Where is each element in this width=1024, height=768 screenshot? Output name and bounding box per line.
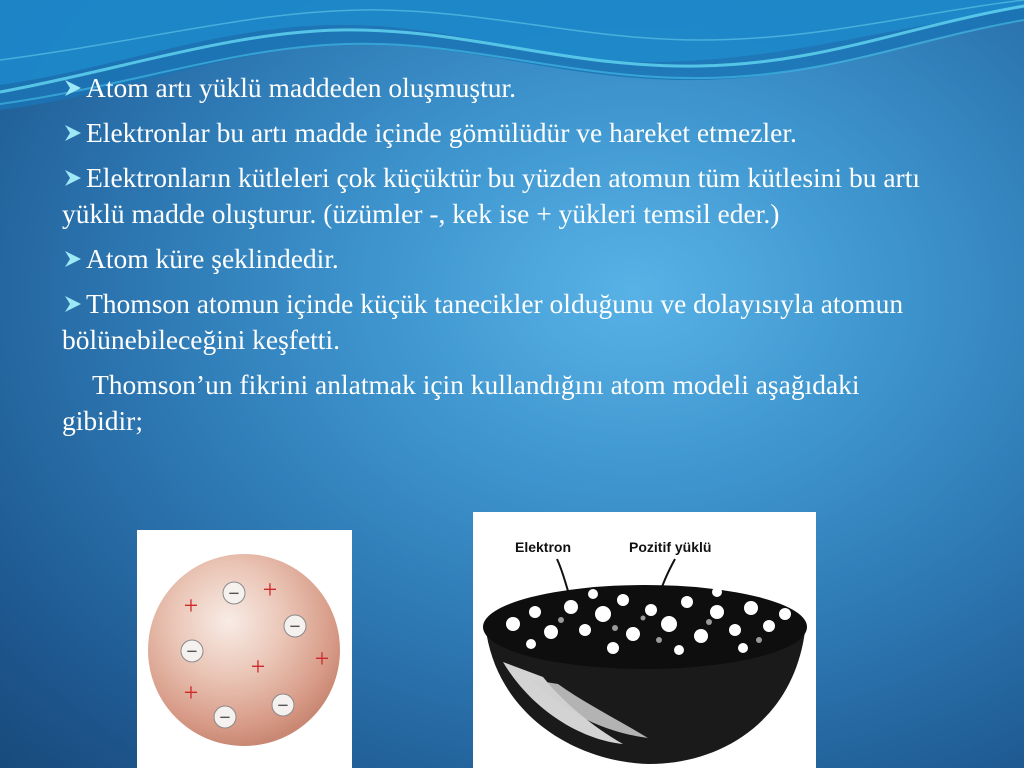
bullet-text: Elektronların kütleleri çok küçüktür bu yüzden atomun tüm kütlesini bu artı yüklü madde oluşturur. (üzümler -, kek ise + yükleri temsil eder.) (62, 162, 920, 229)
plus-sign: + (183, 678, 199, 707)
text-content (62, 70, 942, 439)
bullet-text: Elektronlar bu artı madde içinde gömülüdür ve hareket etmezler. (86, 117, 797, 148)
bullet-item (62, 160, 942, 232)
plus-sign: + (314, 644, 330, 673)
arrow-bullet-icon (62, 248, 84, 270)
bullet-item (62, 115, 942, 151)
bullet-text: Atom küre şeklindedir. (86, 243, 339, 274)
bullet-item (62, 286, 942, 358)
electron-pointer-line (557, 559, 569, 594)
plus-sign: + (250, 652, 266, 681)
hemisphere-drawing (473, 512, 816, 768)
arrow-bullet-icon (62, 167, 84, 189)
minus-sign: − (289, 616, 301, 638)
bullet-text: Thomson atomun içinde küçük tanecikler olduğunu ve dolayısıyla atomun bölünebileceğini keşfetti. (62, 288, 904, 355)
hemisphere-model-image (473, 512, 816, 768)
minus-sign: − (219, 707, 231, 729)
closing-paragraph: Thomson’un fikrini anlatmak için kullandığını atom modeli aşağıdaki gibidir; (62, 369, 860, 436)
arrow-bullet-icon (62, 293, 84, 315)
minus-sign: − (228, 583, 240, 605)
minus-sign: − (186, 641, 198, 663)
minus-sign: − (277, 695, 289, 717)
sphere-drawing (137, 530, 352, 768)
bowl-top-surface (483, 585, 807, 669)
electron-label: Elektron (515, 539, 572, 555)
arrow-bullet-icon (62, 77, 84, 99)
bullet-item (62, 70, 942, 106)
bullet-item (62, 241, 942, 277)
plus-sign: + (262, 575, 278, 604)
plum-pudding-sphere-image (137, 530, 352, 768)
sphere-body (148, 554, 340, 746)
arrow-bullet-icon (62, 122, 84, 144)
positive-charge-label: Pozitif yüklü (629, 539, 712, 555)
plus-sign: + (183, 591, 199, 620)
bullet-text: Atom artı yüklü maddeden oluşmuştur. (86, 72, 517, 103)
